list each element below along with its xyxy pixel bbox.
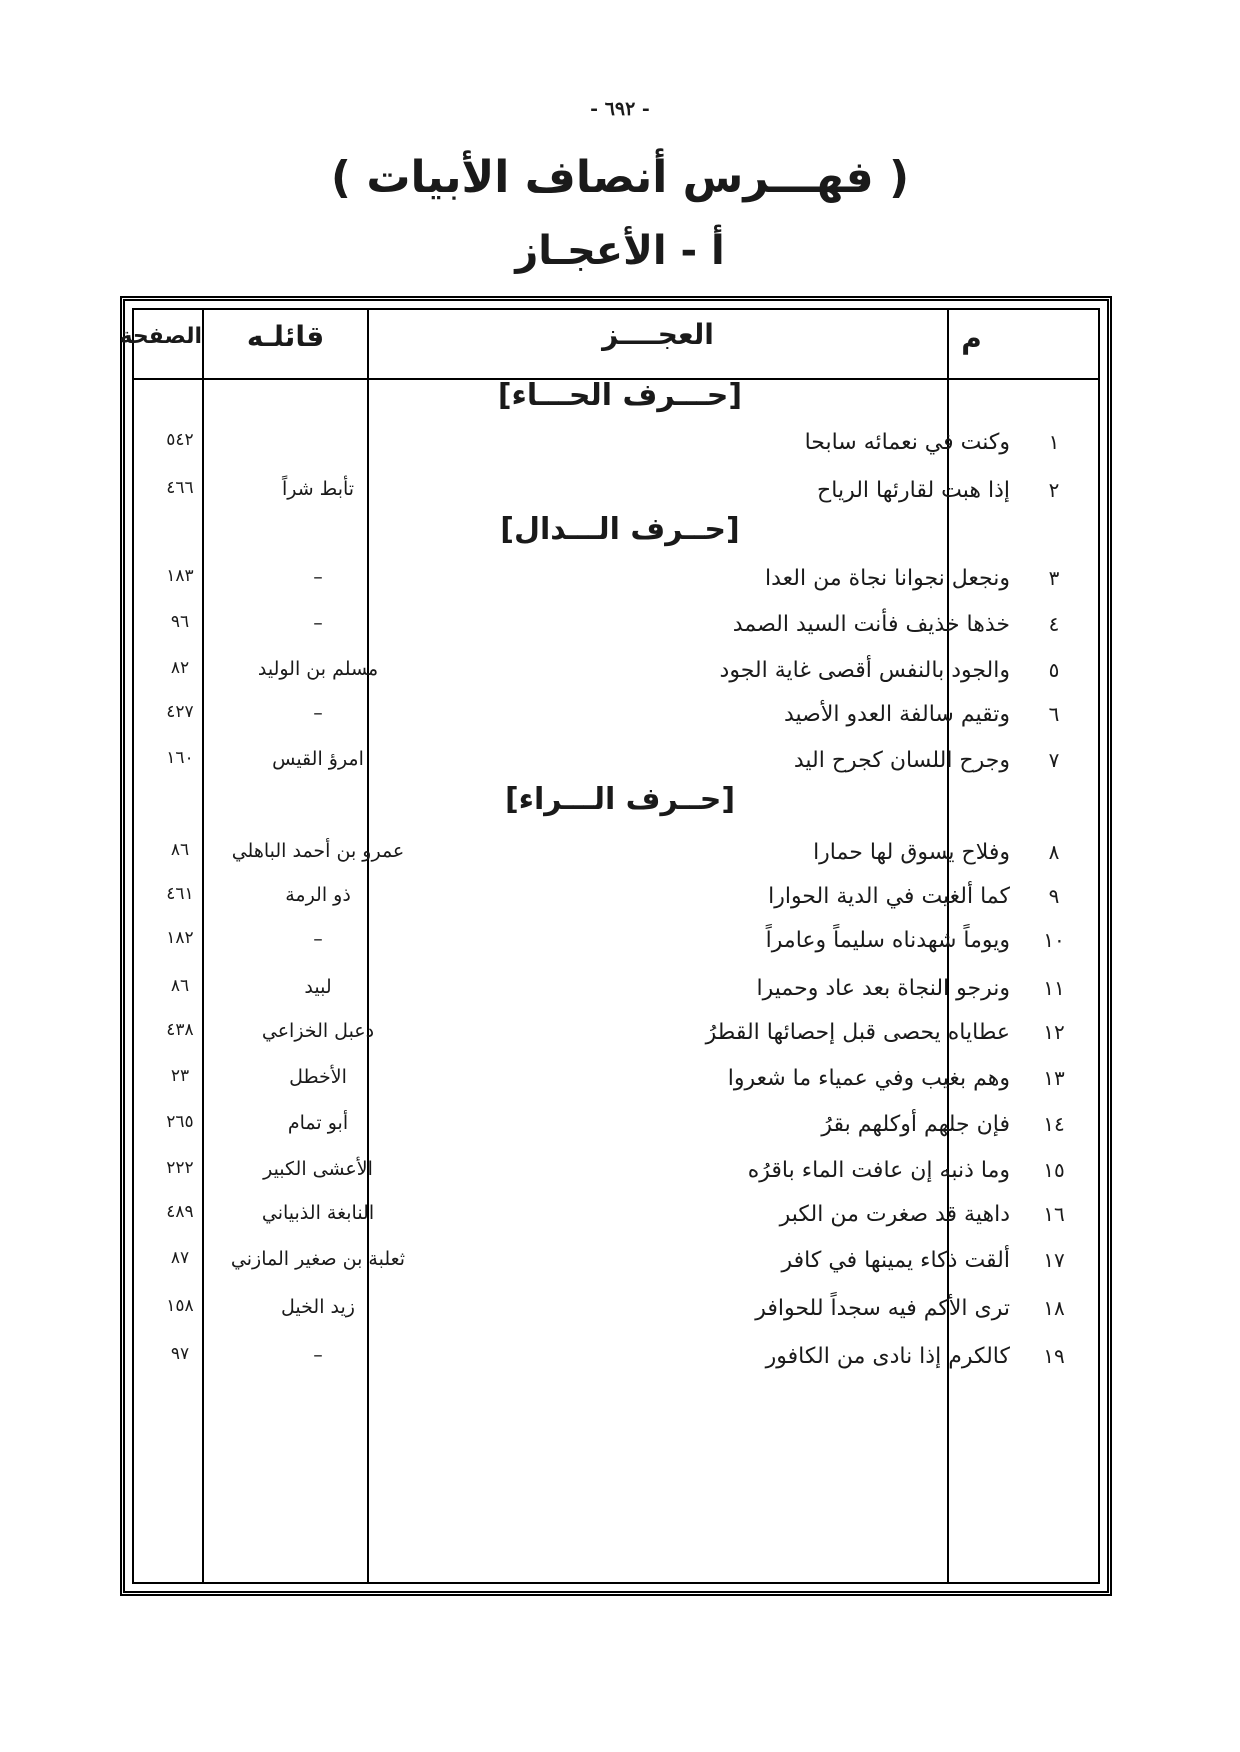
row-hemistich: كالكرم إذا نادى من الكافور: [765, 1344, 1010, 1369]
row-number: ١١: [1043, 976, 1065, 1000]
row-hemistich: وجرح اللسان كجرح اليد: [793, 748, 1010, 773]
row-number: ١٢: [1043, 1020, 1065, 1044]
section-heading-raa: [حــرف الـــراء]: [504, 782, 736, 817]
table-row: [0, 840, 1240, 880]
row-hemistich: وهم بغيب وفي عمياء ما شعروا: [727, 1066, 1010, 1091]
row-page: ٤٨٩: [166, 1202, 194, 1222]
row-hemistich: ونرجو النجاة بعد عاد وحميرا: [756, 976, 1010, 1001]
row-page: ٤٦٦: [166, 478, 194, 498]
row-number: ٤: [1048, 612, 1060, 636]
index-subtitle: أ - الأعجـاز: [515, 228, 725, 274]
row-poet: ثعلبة بن صغير المازني: [230, 1248, 406, 1270]
row-poet: دعبل الخزاعي: [261, 1020, 375, 1042]
row-hemistich: كما ألغيت في الدية الحوارا: [768, 884, 1010, 909]
row-number: ١٠: [1043, 928, 1065, 952]
row-hemistich: وكنت في نعمائه سابحا: [804, 430, 1010, 455]
row-poet: –: [313, 1344, 323, 1366]
row-poet: أبو تمام: [287, 1112, 349, 1134]
index-title: ( فهـــرس أنصاف الأبيات ): [330, 152, 910, 203]
table-row: [0, 1020, 1240, 1060]
row-number: ١٤: [1043, 1112, 1065, 1136]
row-poet: امرؤ القيس: [272, 748, 364, 770]
row-page: ٢٢٢: [166, 1158, 194, 1178]
row-page: ٨٢: [170, 658, 190, 678]
row-page: ١٨٢: [166, 928, 194, 948]
row-hemistich: وتقيم سالفة العدو الأصيد: [783, 702, 1010, 727]
row-page: ٢٣: [170, 1066, 190, 1086]
row-hemistich: وما ذنبه إن عافت الماء باقرُه: [747, 1158, 1010, 1183]
table-row: [0, 928, 1240, 968]
table-row: [0, 1066, 1240, 1106]
header-num: م: [961, 322, 982, 355]
row-poet: –: [313, 702, 323, 724]
row-page: ٥٤٢: [166, 430, 194, 450]
row-page: ٤٣٨: [166, 1020, 194, 1040]
row-page: ٤٢٧: [166, 702, 194, 722]
row-number: ٩: [1048, 884, 1060, 908]
row-poet: الأعشى الكبير: [263, 1158, 373, 1180]
row-number: ٦: [1048, 702, 1060, 726]
table-row: [0, 1202, 1240, 1242]
page-number: - ٦٩٢ -: [590, 98, 650, 120]
table-row: [0, 478, 1240, 518]
row-page: ١٨٣: [166, 566, 194, 586]
row-number: ٥: [1048, 658, 1060, 682]
row-hemistich: داهية قد صغرت من الكبر: [779, 1202, 1010, 1227]
row-page: ٤٦١: [166, 884, 194, 904]
row-poet: تأبط شراً: [281, 478, 355, 500]
row-hemistich: وفلاح يسوق لها حمارا: [813, 840, 1010, 865]
row-page: ١٥٨: [166, 1296, 194, 1316]
row-poet: لبيد: [304, 976, 332, 998]
table-row: [0, 1158, 1240, 1198]
row-hemistich: ونجعل نجوانا نجاة من العدا: [765, 566, 1010, 591]
section-heading-haa: [حـــرف الحـــاء]: [497, 378, 743, 413]
row-hemistich: ألقت ذكاء يمينها في كافر: [781, 1248, 1010, 1273]
row-number: ١٨: [1043, 1296, 1065, 1320]
table-row: [0, 1296, 1240, 1336]
table-row: [0, 702, 1240, 742]
row-number: ١: [1048, 430, 1060, 454]
row-poet: الأخطل: [289, 1066, 347, 1088]
table-row: [0, 1344, 1240, 1384]
table-row: [0, 748, 1240, 788]
row-number: ١٩: [1043, 1344, 1065, 1368]
row-hemistich: والجود بالنفس أقصى غاية الجود: [719, 658, 1010, 683]
table-row: [0, 884, 1240, 924]
row-number: ٨: [1048, 840, 1060, 864]
row-page: ٢٦٥: [166, 1112, 194, 1132]
row-poet: –: [313, 566, 323, 588]
row-poet: عمرو بن أحمد الباهلي: [231, 840, 405, 862]
row-page: ٨٦: [170, 840, 190, 860]
table-row: [0, 612, 1240, 652]
header-hemistich: العجــــز: [602, 318, 714, 351]
row-page: ١٦٠: [166, 748, 194, 768]
table-row: [0, 430, 1240, 470]
row-poet: زيد الخيل: [281, 1296, 355, 1318]
section-heading-daal: [حــرف الـــدال]: [500, 512, 740, 547]
header-poet: قائلـه: [246, 320, 325, 353]
row-page: ٨٧: [170, 1248, 190, 1268]
row-hemistich: خذها خذيف فأنت السيد الصمد: [732, 612, 1010, 637]
row-number: ٧: [1048, 748, 1060, 772]
table-row: [0, 566, 1240, 606]
row-number: ١٦: [1043, 1202, 1065, 1226]
row-page: ٨٦: [170, 976, 190, 996]
table-row: [0, 976, 1240, 1016]
row-number: ٣: [1048, 566, 1060, 590]
row-poet: ذو الرمة: [285, 884, 351, 906]
row-number: ١٧: [1043, 1248, 1065, 1272]
row-hemistich: إذا هبت لقارئها الرياح: [817, 478, 1010, 503]
row-poet: –: [313, 612, 323, 634]
table-row: [0, 1248, 1240, 1288]
table-row: [0, 658, 1240, 698]
row-number: ٢: [1048, 478, 1060, 502]
row-poet: النابغة الذبياني: [261, 1202, 375, 1224]
row-poet: –: [313, 928, 323, 950]
row-hemistich: عطاياه يحصى قبل إحصائها القطرُ: [705, 1020, 1010, 1045]
row-page: ٩٦: [170, 612, 190, 632]
row-hemistich: ترى الأكم فيه سجداً للحوافر: [755, 1296, 1010, 1321]
row-poet: مسلم بن الوليد: [257, 658, 379, 680]
row-page: ٩٧: [170, 1344, 190, 1364]
row-number: ١٣: [1043, 1066, 1065, 1090]
table-row: [0, 1112, 1240, 1152]
row-hemistich: ويوماً شهدناه سليماً وعامراً: [765, 928, 1010, 953]
row-number: ١٥: [1043, 1158, 1065, 1182]
row-hemistich: فإن جلهم أوكلهم بقرُ: [821, 1112, 1010, 1137]
header-page: الصفحة: [119, 324, 202, 349]
